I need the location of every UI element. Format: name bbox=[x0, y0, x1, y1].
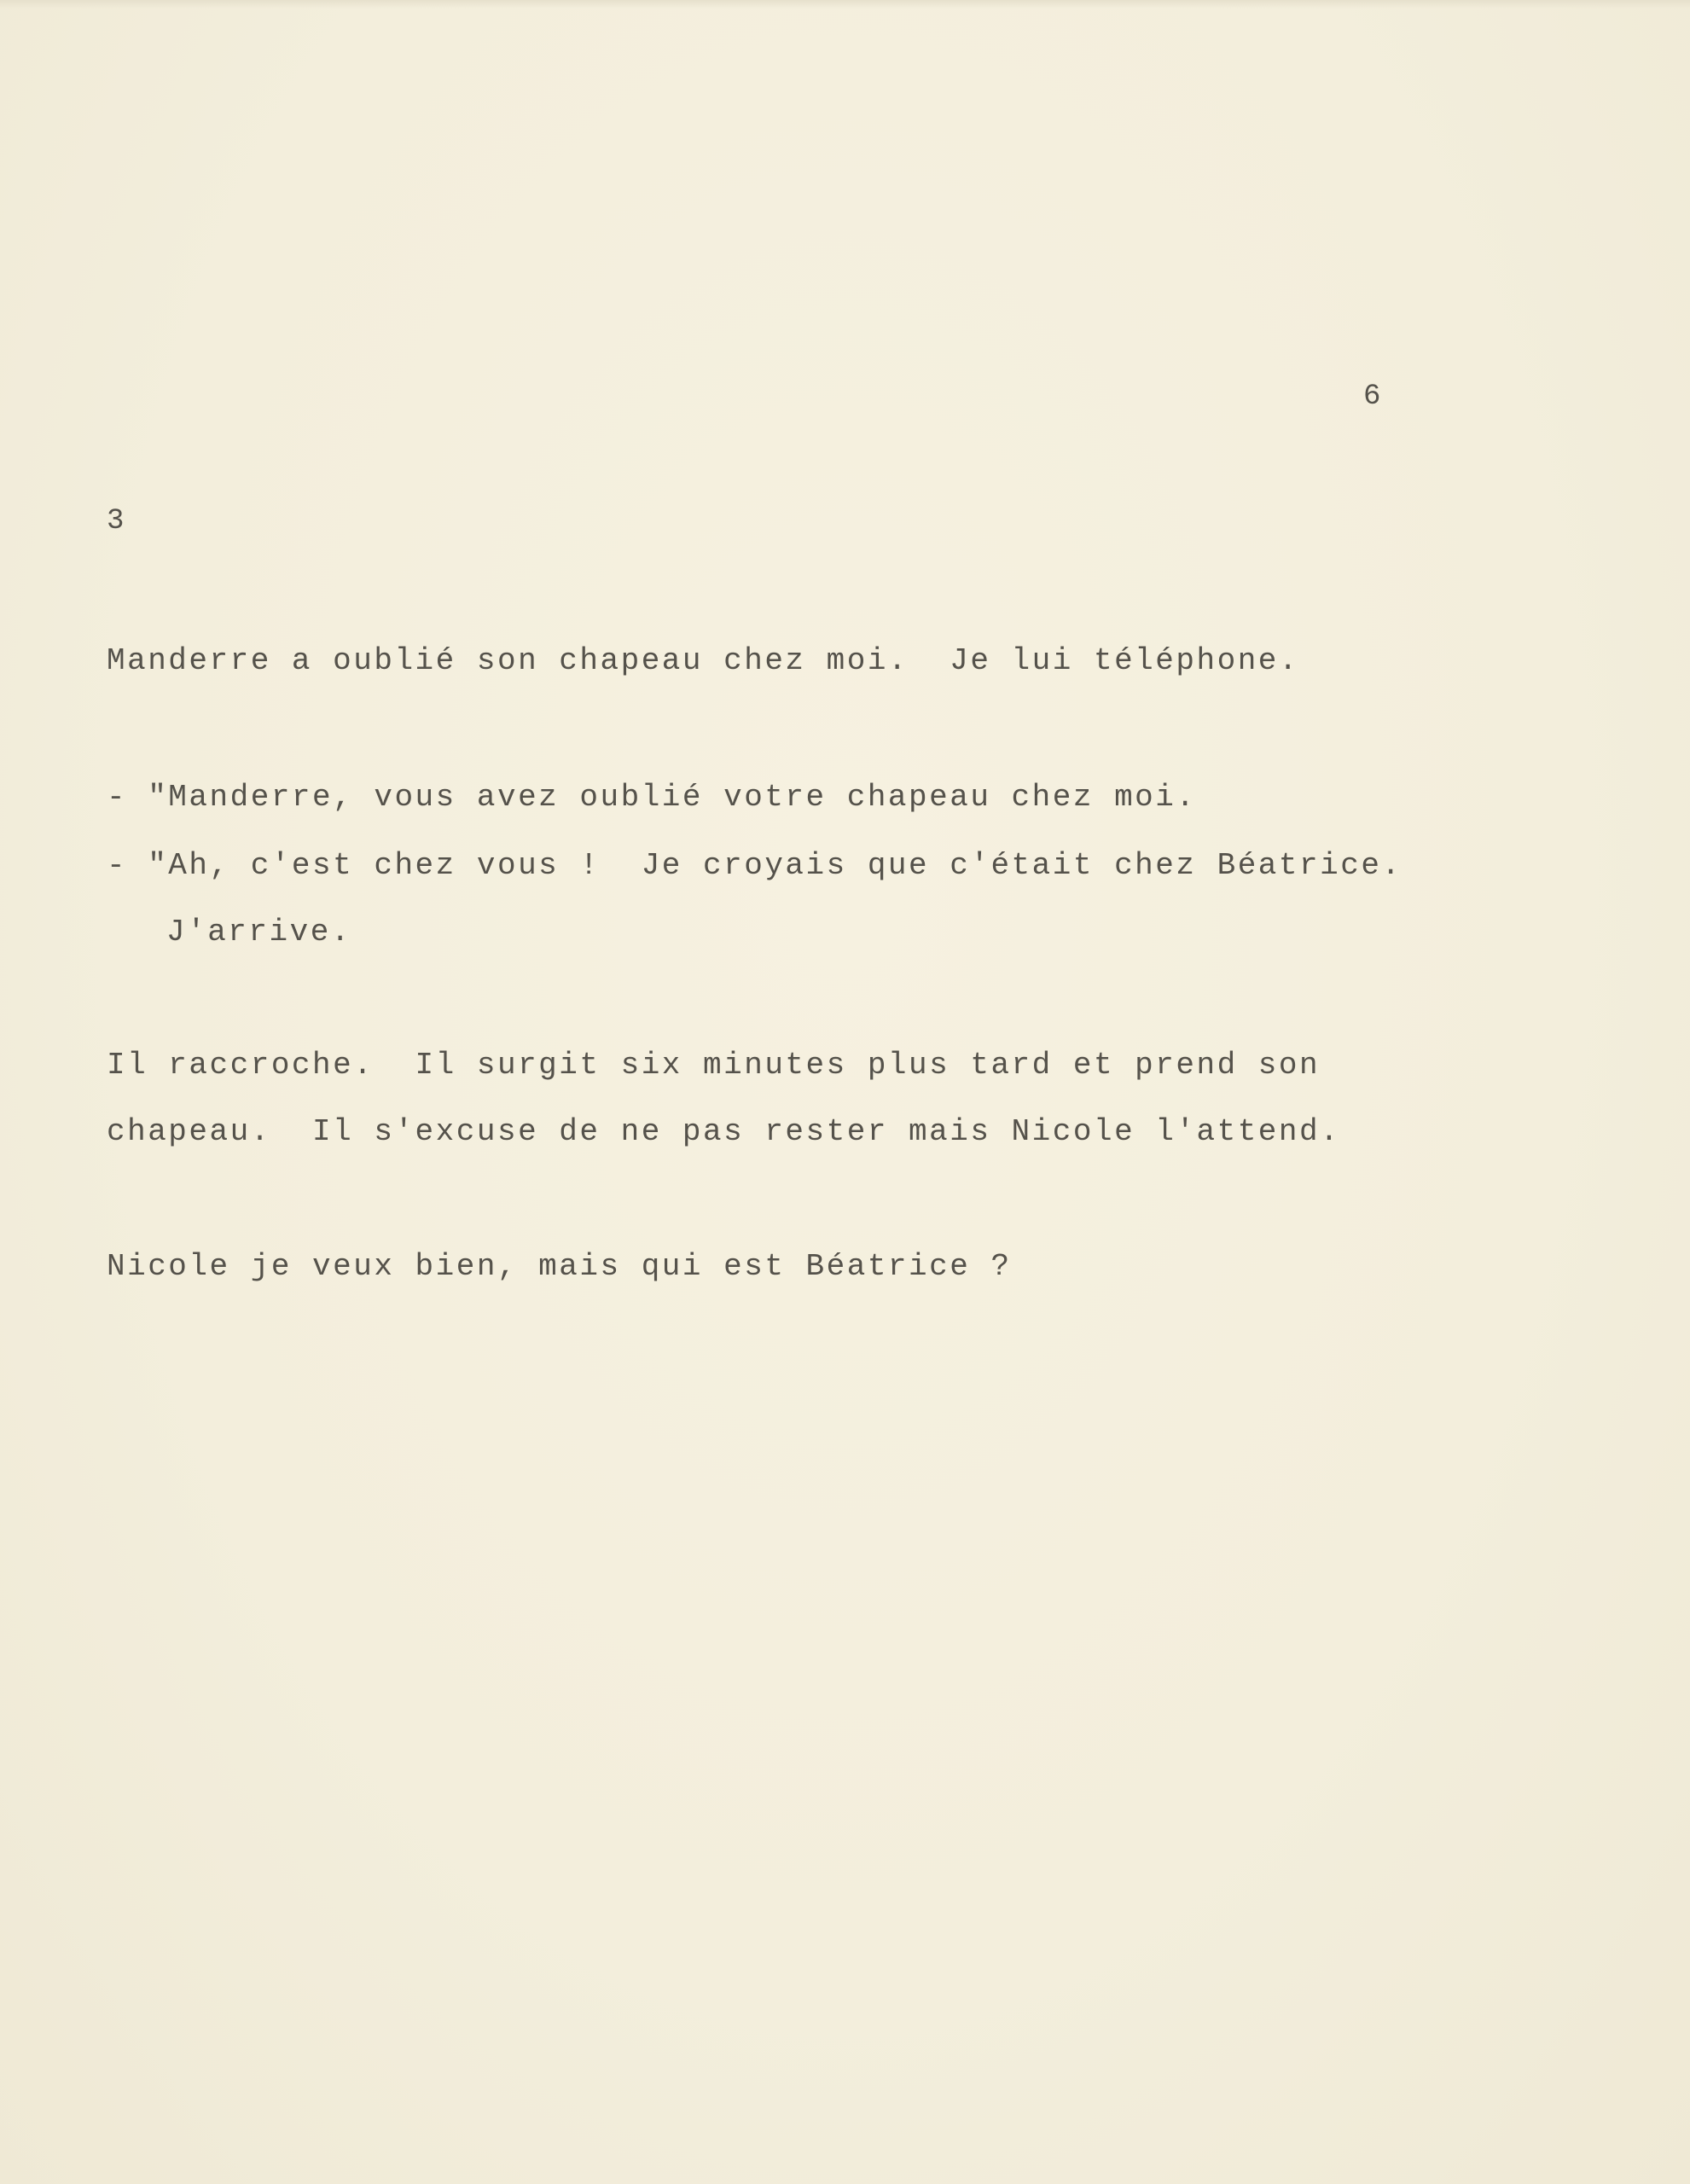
text-line: Il raccroche. Il surgit six minutes plus tard et prend son bbox=[107, 1048, 1321, 1083]
dialogue-continuation: J'arrive. bbox=[166, 915, 351, 950]
text-line: Nicole je veux bien, mais qui est Béatrice ? bbox=[107, 1249, 1012, 1284]
dialogue-line: - "Manderre, vous avez oublié votre chapeau chez moi. bbox=[107, 780, 1197, 815]
paper-edge bbox=[0, 0, 1690, 9]
section-number: 3 bbox=[107, 505, 125, 537]
text-line: chapeau. Il s'excuse de ne pas rester mais Nicole l'attend. bbox=[107, 1114, 1341, 1149]
text-line: Manderre a oublié son chapeau chez moi. Je lui téléphone. bbox=[107, 643, 1300, 678]
page-number: 6 bbox=[1363, 380, 1381, 413]
dialogue-line: - "Ah, c'est chez vous ! Je croyais que c'était chez Béatrice. bbox=[107, 848, 1403, 883]
